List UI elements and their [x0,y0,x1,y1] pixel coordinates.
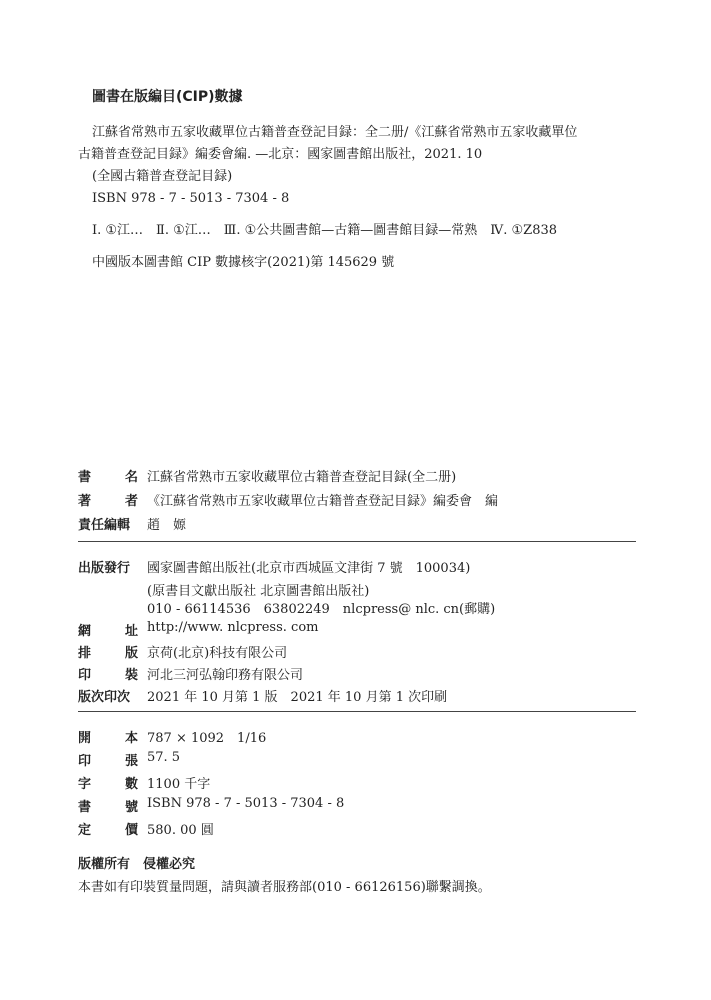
publisher-contact: 010 - 66114536 63802249 nlcpress@ nlc. cn(郵購) [147,602,496,617]
label-format: 開 本 [78,731,138,746]
value-edition: 2021 年 10 月第 1 版 2021 年 10 月第 1 次印刷 [147,690,448,705]
divider [78,541,636,542]
value-format: 787 × 1092 1/16 [147,731,267,746]
value-wordcount: 1100 千字 [147,777,211,792]
publisher-note: (原書目文獻出版社 北京圖書館出版社) [147,584,370,599]
label-printing: 印 裝 [78,668,138,683]
value-isbn: ISBN 978 - 7 - 5013 - 7304 - 8 [147,796,345,811]
label-publisher: 出版發行 [78,561,131,576]
label-title: 書 名 [78,470,138,485]
copyright-notice: 版權所有 侵權必究 [78,857,196,872]
label-wordcount: 字 數 [78,777,138,792]
label-typesetting: 排 版 [78,646,138,661]
quality-notice: 本書如有印裝質量問題，請與讀者服務部(010 - 66126156)聯繫調換。 [78,880,491,895]
label-author: 著 者 [78,494,138,509]
value-sheets: 57. 5 [147,750,181,765]
cip-title-line-2: 古籍普查登記目録》編委會編. —北京：國家圖書館出版社，2021. 10 [78,147,483,162]
divider [78,711,636,712]
cip-heading: 圖書在版編目(CIP)數據 [92,89,243,105]
value-website: http://www. nlcpress. com [147,620,319,635]
label-price: 定 價 [78,823,138,838]
label-editor: 責任編輯 [78,518,131,533]
label-website: 網 址 [78,624,138,639]
label-sheets: 印 張 [78,754,138,769]
cip-classification: Ⅰ. ①江… Ⅱ. ①江… Ⅲ. ①公共圖書館—古籍—圖書館目録—常熟 Ⅳ. ①Z838 [92,223,558,238]
value-printing: 河北三河弘翰印務有限公司 [147,668,304,683]
value-title: 江蘇省常熟市五家收藏單位古籍普查登記目録(全二册) [147,470,457,485]
cip-series: (全國古籍普查登記目録) [92,169,233,184]
cip-title-line: 江蘇省常熟市五家收藏單位古籍普查登記目録：全二册/《江蘇省常熟市五家收藏單位 [92,125,578,140]
value-author: 《江蘇省常熟市五家收藏單位古籍普查登記目録》編委會 編 [147,494,499,509]
value-publisher: 國家圖書館出版社(北京市西城區文津街 7 號 100034) [147,561,471,576]
cip-record-number: 中國版本圖書館 CIP 數據核字(2021)第 145629 號 [92,255,395,270]
label-edition: 版次印次 [78,690,131,705]
value-editor: 趙 嫄 [147,518,187,533]
label-isbn: 書 號 [78,800,138,815]
cip-isbn: ISBN 978 - 7 - 5013 - 7304 - 8 [92,191,290,206]
value-price: 580. 00 圓 [147,823,214,838]
value-typesetting: 京荷(北京)科技有限公司 [147,646,288,661]
